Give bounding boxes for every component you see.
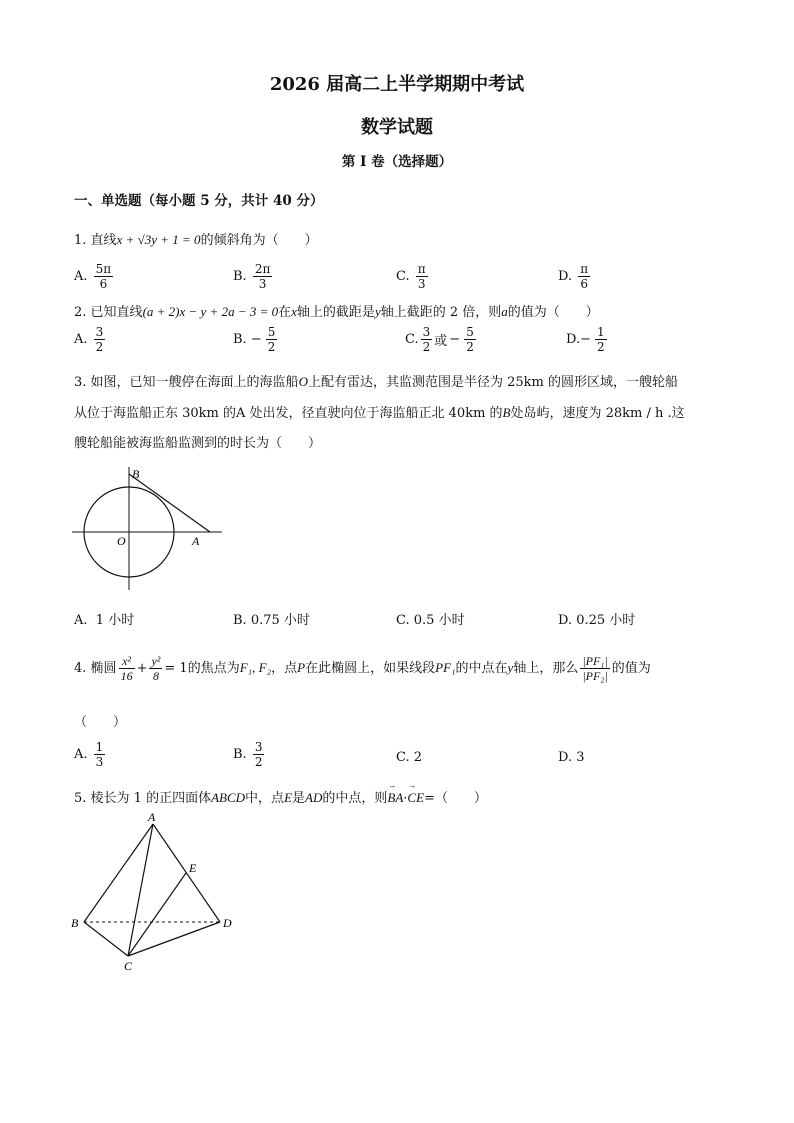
q3-option-c[interactable] [396,609,465,628]
question-2 [74,301,599,320]
q3-text: 处岛屿，速度为 28km / h .这 [510,406,685,421]
q4-post: 的值为 [611,661,651,676]
option-text: 1 小时 [95,613,135,628]
q2-number: 2. [74,305,87,320]
q4-text: 轴上，那么 [513,661,579,676]
q4-option-c[interactable] [396,750,422,765]
fraction: $\frac{\text{y²}}{8}$ [151,654,161,683]
edge-ac [128,824,153,956]
q4-foci: F₁, F₂ [239,660,272,675]
q4-option-b[interactable] [233,740,266,769]
minus-sign: − [449,332,461,347]
exam-title: 2026 届高二上半学期期中考试 [269,74,525,95]
option-label: A. [74,332,88,347]
q2-expr: (a + 2)x − y + 2a − 3 = 0 [142,304,279,319]
q2-text: 轴上截距的 2 倍，则 [380,305,502,320]
fraction: $\frac{2\pi}{3}$ [254,262,271,291]
fraction: $\frac{3}{2}$ [254,740,263,769]
option-label: B. [233,332,247,347]
q4-text: ，点 [271,661,298,676]
q5-text: 的中点，则 [322,791,388,806]
option-label: D. [558,613,573,628]
q4-pf1: PF₁ [435,660,456,675]
q4-text: 在此椭圆上，如果线段 [305,661,436,676]
edge-ab [84,824,153,922]
q4-eq: = 1 [164,661,188,676]
q2-option-b[interactable] [233,325,279,354]
fraction: $\frac{3}{2}$ [95,325,104,354]
q2-x: x [291,304,297,319]
q4-y: y [507,660,514,675]
fraction: $\frac{\text{x²}}{16}$ [120,654,133,683]
volume-label: 第 I 卷（选择题） [341,154,453,170]
option-label: C. [405,332,419,347]
q5-text: 是 [292,791,306,806]
q4-option-a[interactable] [74,740,107,769]
question-3-line-3: 艘轮船能被海监船监测到的时长为（ ） [74,436,322,451]
q3-o: O [298,374,308,389]
option-label: A. [74,269,88,284]
label-b: B [71,916,79,930]
edge-cd [128,922,220,956]
label-c: C [124,959,133,973]
minus-sign: − [250,332,262,347]
fraction: $\frac{\pi}{6}$ [580,262,589,291]
edge-bc [84,922,128,956]
radar-figure [70,462,230,594]
q4-text: 的中点在 [455,661,508,676]
option-label: D. [566,332,581,347]
label-a: A [148,810,156,824]
q2-text: 在 [278,305,292,320]
fraction: $\frac{5\pi}{6}$ [95,262,112,291]
q1-number: 1. [74,233,87,248]
q5-vector-ce: → CE [407,790,424,806]
q2-option-c[interactable] [405,325,478,354]
question-3-line-2 [74,402,685,421]
q3-text: 上配有雷达，其监测范围是半径为 25km 的圆形区域，一艘轮船 [307,375,678,390]
q2-pre: 已知直线 [90,305,143,320]
q4-paren: （ ） [74,715,127,730]
edge-ad [153,824,220,922]
q3-text: 如图，已知一艘停在海面上的海监船 [90,375,299,390]
fraction: $\frac{1}{2}$ [597,325,605,354]
option-label: C. [396,750,410,765]
label-d: D [223,916,232,930]
option-text: 2 [413,750,423,765]
option-label: C. [396,269,410,284]
question-4 [74,654,651,683]
q4-text: 椭圆 [90,661,117,676]
q2-y: y [374,304,381,319]
q4-p: P [297,660,306,675]
q5-post: =（ ） [424,791,487,806]
fraction: $\frac{5}{2}$ [466,325,474,354]
tetrahedron-figure [68,808,243,978]
or-text: 或 [434,334,448,349]
label-b: B [132,467,140,481]
q5-number: 5. [74,791,87,806]
q5-vector-ba: → BA [387,790,403,806]
q5-abcd: ABCD [211,790,246,805]
q1-pre: 直线 [90,233,117,248]
fraction: $\frac{1}{3}$ [95,740,104,769]
q1-option-b[interactable] [233,262,274,291]
q4-text: 的焦点为 [187,661,240,676]
q2-text: 轴上的截距是 [296,305,375,320]
fraction: $\frac{3}{2}$ [422,325,431,354]
exam-subtitle: 数学试题 [361,117,433,138]
q2-post: 的值为（ ） [507,305,599,320]
option-text: 0.75 小时 [250,613,310,628]
option-label: A. [74,613,88,628]
q2-a: a [501,304,508,319]
label-a: A [192,534,200,548]
q5-text: 棱长为 1 的正四面体 [90,791,212,806]
fraction: $\frac{5}{2}$ [267,325,276,354]
q2-option-d[interactable] [566,325,609,354]
option-label: D. [558,269,573,284]
fraction: $\frac{\text{|PF₁|}}{\text{|PF₂|}}$ [582,654,608,683]
q1-post: 的倾斜角为（ ） [200,233,318,248]
q3-b: B [502,405,511,420]
option-label: D. [558,750,573,765]
section-heading: 一、单选题（每小题 5 分，共计 40 分） [74,193,324,209]
q5-dot: · [403,791,408,806]
q4-number: 4. [74,661,87,676]
q1-option-d[interactable] [558,262,592,291]
q5-e: E [284,790,293,805]
q4-plus: + [136,661,148,676]
option-label: C. [396,613,410,628]
route-line [129,474,210,532]
fraction: $\frac{\pi}{3}$ [417,262,426,291]
question-3-line-1 [74,371,678,390]
q3-number: 3. [74,375,87,390]
option-text: 3 [576,750,585,765]
option-label: B. [233,269,247,284]
q1-option-c[interactable] [396,262,430,291]
q2-option-a[interactable] [74,325,107,354]
option-label: A. [74,747,88,762]
option-label: B. [233,613,247,628]
q5-text: 中，点 [245,791,285,806]
q5-ad: AD [305,790,323,805]
option-text: 0.25 小时 [576,613,636,628]
label-o: O [117,534,126,548]
q4-option-d[interactable] [558,750,585,765]
segment-ce [128,873,186,956]
q3-text: 从位于海监船正东 30km 的A 处出发，径直驶向位于海监船正北 40km 的 [74,406,503,421]
question-1 [74,229,318,248]
option-label: B. [233,747,247,762]
label-e: E [189,861,197,875]
minus-sign: − [580,332,591,347]
q1-expr: x + √3y + 1 = 0 [116,232,201,247]
q3-option-a[interactable] [74,609,134,628]
q1-option-a[interactable] [74,262,115,291]
q3-option-b[interactable] [233,609,310,628]
q3-option-d[interactable] [558,609,635,628]
option-text: 0.5 小时 [413,613,465,628]
question-5 [74,787,487,806]
